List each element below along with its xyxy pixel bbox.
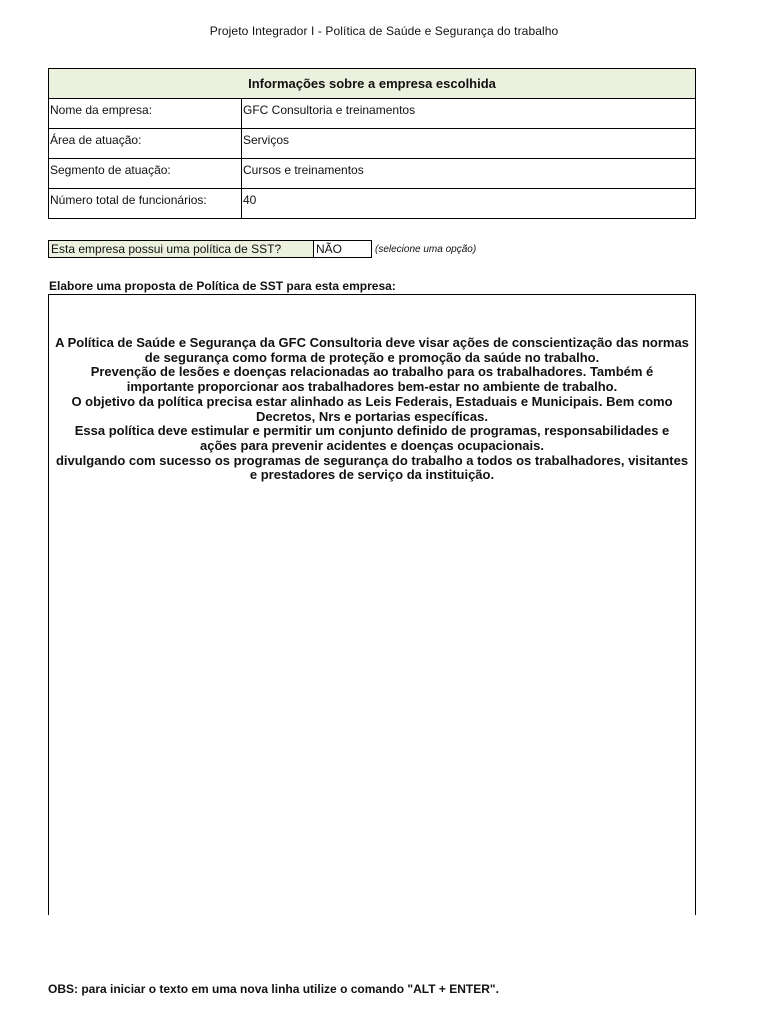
sst-question-label: Esta empresa possui uma política de SST? — [48, 240, 314, 258]
table-row — [49, 189, 696, 219]
proposal-text — [49, 336, 695, 483]
proposal-line: divulgando com sucesso os programas de segurança do trabalho a todos os trabalhadores, visitantes — [55, 452, 689, 468]
table-row — [49, 129, 696, 159]
proposal-text-area[interactable] — [48, 294, 696, 915]
company-info-header: Informações sobre a empresa escolhida — [49, 69, 696, 99]
proposal-line: Prevenção de lesões e doenças relacionadas ao trabalho para os trabalhadores. Também é — [90, 364, 654, 380]
sst-answer-hint: (selecione uma opção) — [375, 244, 477, 255]
activity-area-value[interactable]: Serviços — [242, 129, 696, 159]
company-info-table — [48, 68, 696, 219]
proposal-line: e prestadores de serviço da instituição. — [249, 467, 495, 483]
sst-policy-row — [48, 240, 476, 258]
company-name-value[interactable]: GFC Consultoria e treinamentos — [242, 99, 696, 129]
proposal-label: Elabore uma proposta de Política de SST para esta empresa: — [49, 279, 396, 293]
sst-answer-select[interactable]: NÃO — [314, 240, 372, 258]
proposal-line: importante proporcionar aos trabalhadores bem-estar no ambiente de trabalho. — [126, 379, 618, 395]
activity-area-label: Área de atuação: — [49, 129, 242, 159]
segment-value[interactable]: Cursos e treinamentos — [242, 159, 696, 189]
proposal-line: de segurança como forma de proteção e promoção da saúde no trabalho. — [144, 349, 600, 365]
employee-count-value[interactable]: 40 — [242, 189, 696, 219]
proposal-line: O objetivo da política precisa estar alinhado as Leis Federais, Estaduais e Municipais. Bem como — [71, 393, 673, 409]
proposal-line: A Política de Saúde e Segurança da GFC Consultoria deve visar ações de conscientização das normas — [55, 335, 689, 350]
employee-count-label: Número total de funcionários: — [49, 189, 242, 219]
footer-note: OBS: para iniciar o texto em uma nova linha utilize o comando "ALT + ENTER". — [48, 982, 499, 996]
table-row — [49, 99, 696, 129]
proposal-line: Decretos, Nrs e portarias específicas. — [256, 408, 488, 424]
company-name-label: Nome da empresa: — [49, 99, 242, 129]
segment-label: Segmento de atuação: — [49, 159, 242, 189]
proposal-line: ações para prevenir acidentes e doenças ocupacionais. — [200, 437, 544, 453]
document-title: Projeto Integrador I - Política de Saúde e Segurança do trabalho — [209, 24, 559, 38]
proposal-line: Essa política deve estimular e permitir um conjunto definido de programas, responsabilidades e — [74, 423, 670, 439]
table-row — [49, 159, 696, 189]
